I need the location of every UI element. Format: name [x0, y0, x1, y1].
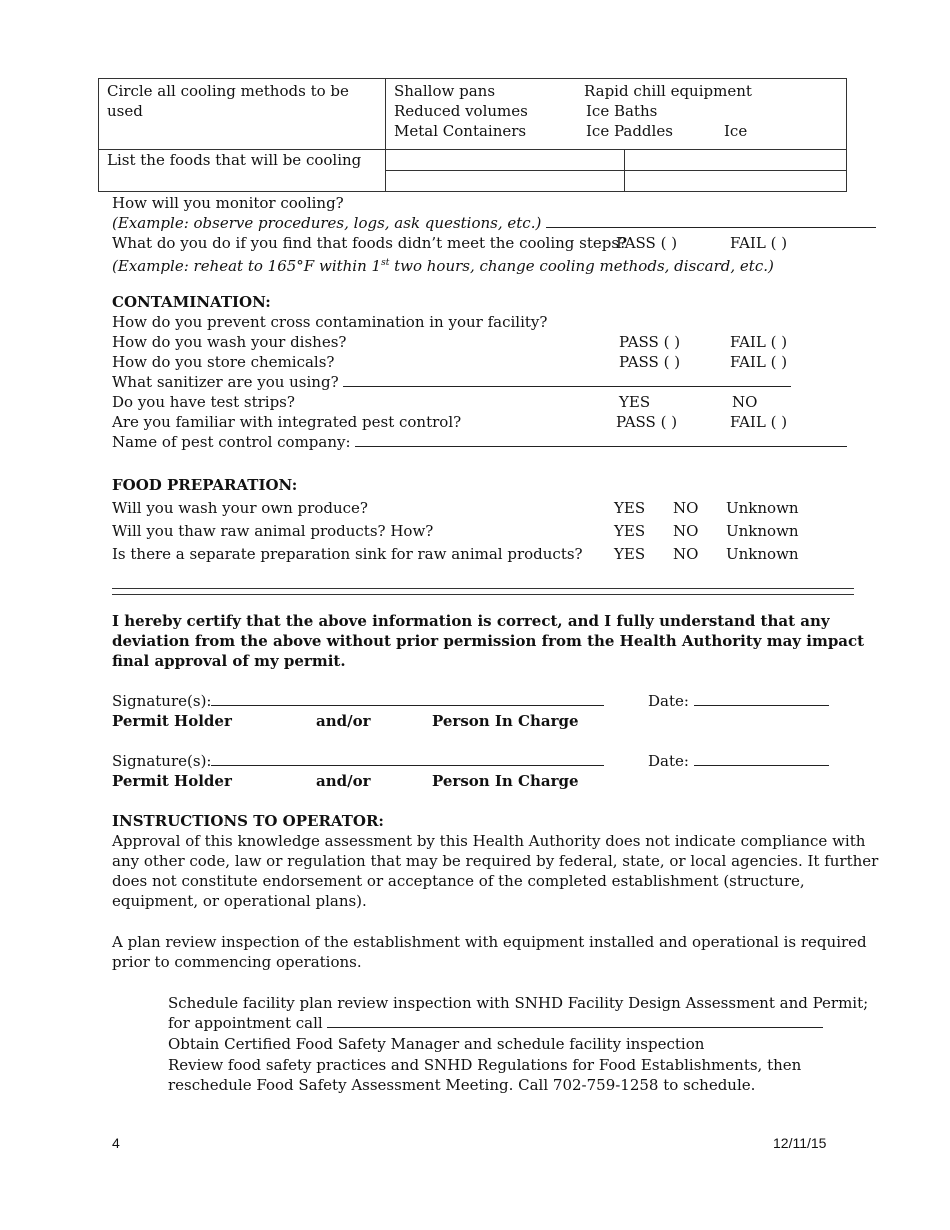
pest-control-question: Are you familiar with integrated pest control? — [112, 413, 462, 431]
monitor-example: (Example: observe procedures, logs, ask questions, etc.) — [112, 214, 542, 232]
sink-no[interactable]: NO — [673, 545, 699, 563]
sink-unknown[interactable]: Unknown — [726, 545, 799, 563]
sanitizer-answer-line[interactable] — [343, 373, 791, 387]
food-prep-heading: FOOD PREPARATION: — [112, 476, 298, 494]
chemicals-pass-option[interactable]: PASS ( ) — [619, 353, 681, 371]
cooling-methods-cell — [386, 79, 847, 150]
instructions-p2-line-2: prior to commencing operations. — [112, 953, 362, 971]
permit-holder-label-2: Permit Holder — [112, 772, 232, 790]
thaw-question: Will you thaw raw animal products? How? — [112, 522, 434, 540]
monitor-row — [112, 213, 876, 233]
produce-unknown[interactable]: Unknown — [726, 499, 799, 517]
foods-label-cell — [99, 150, 386, 192]
thaw-yes[interactable]: YES — [614, 522, 646, 540]
instructions-p1-line-2: any other code, law or regulation that may be required by federal, state, or local agencies. It further — [112, 852, 879, 870]
date-label-1: Date: — [648, 692, 689, 710]
signature-label-1: Signature(s): — [112, 692, 212, 710]
reheat-example-text-b: two hours, change cooling methods, discard, etc.) — [389, 257, 774, 275]
produce-no[interactable]: NO — [673, 499, 699, 517]
page-number: 4 — [112, 1135, 120, 1151]
instructions-p1-line-3: does not constitute endorsement or acceptance of the completed establishment (structure, — [112, 872, 805, 890]
person-in-charge-label-2: Person In Charge — [432, 772, 579, 790]
pest-fail-option[interactable]: FAIL ( ) — [730, 413, 788, 431]
pest-company-answer-line[interactable] — [355, 433, 847, 447]
thaw-no[interactable]: NO — [673, 522, 699, 540]
andor-label-2: and/or — [316, 772, 371, 790]
method-rapid-chill[interactable]: Rapid chill equipment — [584, 82, 752, 100]
method-ice-baths[interactable]: Ice Baths — [586, 102, 658, 120]
instructions-heading: INSTRUCTIONS TO OPERATOR: — [112, 812, 384, 830]
instructions-p1-line-4: equipment, or operational plans). — [112, 892, 367, 910]
pest-company-question: Name of pest control company: — [112, 433, 351, 451]
signature-row-1 — [112, 691, 604, 711]
cooling-methods-label: Circle all cooling methods to be used — [107, 82, 349, 120]
wash-dishes-question: How do you wash your dishes? — [112, 333, 347, 351]
method-ice-paddles[interactable]: Ice Paddles — [586, 122, 673, 140]
certify-line-2: deviation from the above without prior permission from the Health Authority may impact — [112, 632, 865, 650]
test-strips-yes[interactable]: YES — [619, 393, 651, 411]
date-line-2[interactable] — [694, 752, 829, 766]
signature-line-1[interactable] — [211, 692, 604, 706]
cooling-fail-question: What do you do if you find that foods didn’t meet the cooling steps? — [112, 234, 628, 252]
produce-question: Will you wash your own produce? — [112, 499, 368, 517]
signature-row-2 — [112, 751, 604, 771]
reheat-example-sup: st — [381, 258, 390, 268]
certify-line-3: final approval of my permit. — [112, 652, 346, 670]
cross-contamination-question: How do you prevent cross contamination in your facility? — [112, 313, 548, 331]
person-in-charge-label-1: Person In Charge — [432, 712, 579, 730]
pest-company-row — [112, 432, 847, 452]
andor-label-1: and/or — [316, 712, 371, 730]
cooling-fail-option[interactable]: FAIL ( ) — [730, 234, 788, 252]
appointment-call-line[interactable] — [327, 1014, 823, 1028]
monitor-question: How will you monitor cooling? — [112, 194, 344, 212]
cooling-pass-option[interactable]: PASS ( ) — [616, 234, 678, 252]
footer-date: 12/11/15 — [773, 1135, 827, 1151]
date-row-2 — [648, 751, 829, 771]
instruction-item-1-line-1: Schedule facility plan review inspection with SNHD Facility Design Assessment and Permit; — [168, 994, 869, 1012]
contamination-heading: CONTAMINATION: — [112, 293, 271, 311]
sink-yes[interactable]: YES — [614, 545, 646, 563]
method-ice[interactable]: Ice — [724, 122, 748, 140]
instruction-item-3-line-2: reschedule Food Safety Assessment Meeting. Call 702-759-1258 to schedule. — [168, 1076, 756, 1094]
food-entry-2[interactable] — [625, 150, 847, 171]
signature-line-2[interactable] — [211, 752, 604, 766]
produce-yes[interactable]: YES — [614, 499, 646, 517]
foods-label: List the foods that will be cooling — [107, 151, 362, 169]
divider-bottom — [112, 594, 854, 595]
pest-pass-option[interactable]: PASS ( ) — [616, 413, 678, 431]
sanitizer-row — [112, 372, 791, 392]
cooling-methods-label-cell — [99, 79, 386, 150]
method-shallow-pans[interactable]: Shallow pans — [394, 82, 496, 100]
instructions-p2-line-1: A plan review inspection of the establishment with equipment installed and operational is required — [112, 933, 867, 951]
test-strips-no[interactable]: NO — [732, 393, 758, 411]
food-entry-1[interactable] — [386, 150, 625, 171]
dishes-fail-option[interactable]: FAIL ( ) — [730, 333, 788, 351]
chemicals-fail-option[interactable]: FAIL ( ) — [730, 353, 788, 371]
instructions-p1-line-1: Approval of this knowledge assessment by this Health Authority does not indicate compliance with — [112, 832, 866, 850]
instruction-item-3-line-1: Review food safety practices and SNHD Regulations for Food Establishments, then — [168, 1056, 802, 1074]
store-chemicals-question: How do you store chemicals? — [112, 353, 335, 371]
appointment-call-label: for appointment call — [168, 1014, 323, 1032]
monitor-answer-line[interactable] — [546, 214, 876, 228]
divider-top — [112, 588, 854, 589]
sanitizer-question: What sanitizer are you using? — [112, 373, 339, 391]
method-reduced-volumes[interactable]: Reduced volumes — [394, 102, 528, 120]
date-line-1[interactable] — [694, 692, 829, 706]
dishes-pass-option[interactable]: PASS ( ) — [619, 333, 681, 351]
test-strips-question: Do you have test strips? — [112, 393, 295, 411]
thaw-unknown[interactable]: Unknown — [726, 522, 799, 540]
food-entry-3[interactable] — [386, 171, 625, 192]
food-entry-4[interactable] — [625, 171, 847, 192]
reheat-example — [112, 253, 774, 276]
method-metal-containers[interactable]: Metal Containers — [394, 122, 527, 140]
date-row-1 — [648, 691, 829, 711]
cooling-table — [98, 78, 847, 192]
sink-question: Is there a separate preparation sink for raw animal products? — [112, 545, 583, 563]
reheat-example-text-a: (Example: reheat to 165°F within 1 — [112, 257, 382, 275]
signature-label-2: Signature(s): — [112, 752, 212, 770]
certify-line-1: I hereby certify that the above information is correct, and I fully understand that any — [112, 612, 830, 630]
permit-holder-label-1: Permit Holder — [112, 712, 232, 730]
date-label-2: Date: — [648, 752, 689, 770]
instruction-item-2: Obtain Certified Food Safety Manager and schedule facility inspection — [168, 1035, 705, 1053]
instruction-item-1-line-2 — [168, 1013, 823, 1033]
